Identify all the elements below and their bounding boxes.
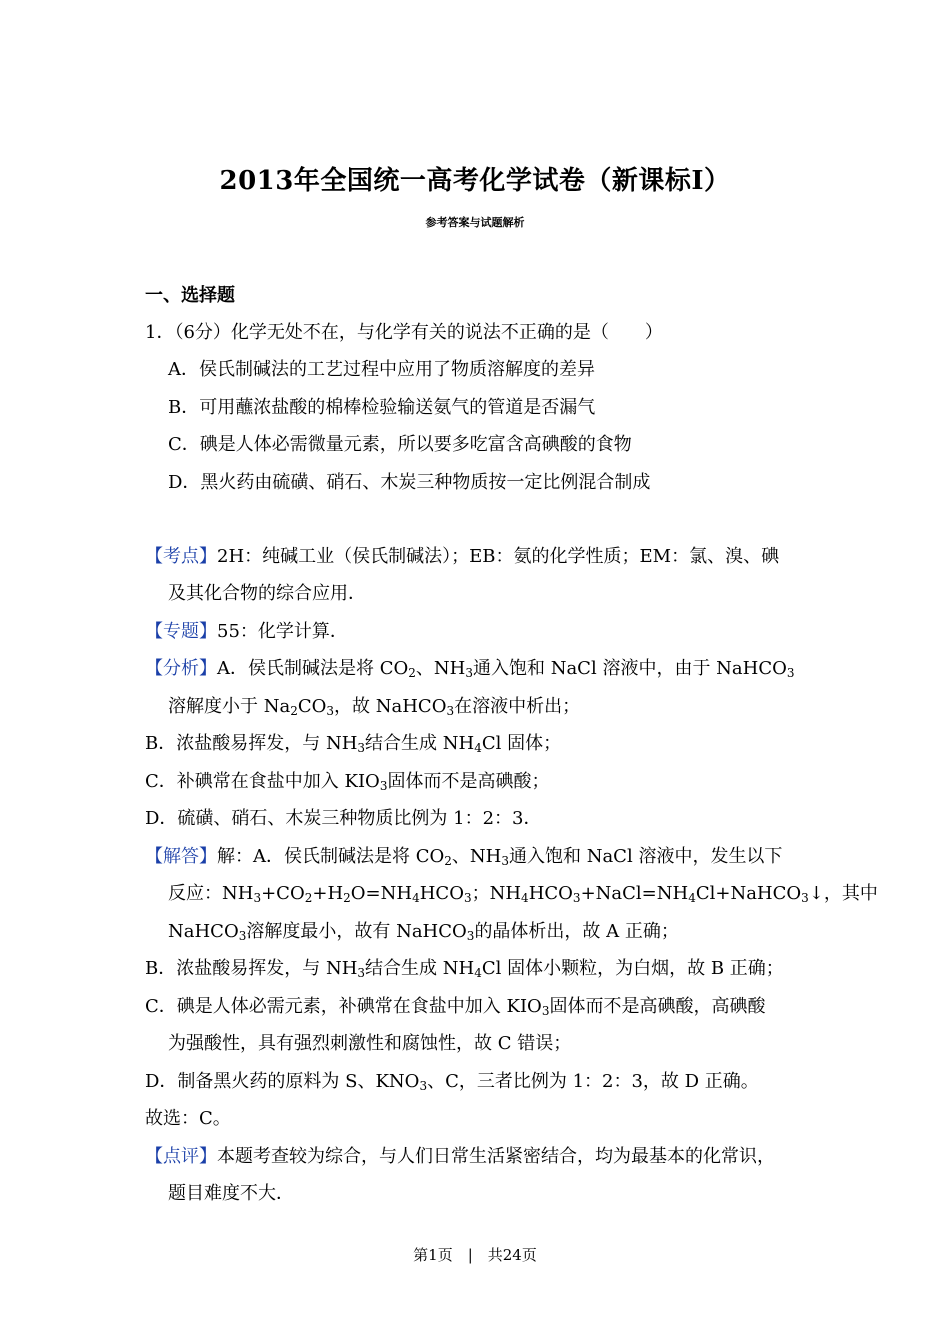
subscript: 3 xyxy=(465,666,473,680)
text-run: CO xyxy=(297,696,327,717)
subscript: 3 xyxy=(446,704,455,718)
text-run: 通入饱和 NaCl 溶液中，发生以下 xyxy=(508,846,783,867)
subscript: 2 xyxy=(444,854,452,868)
text-run: NaHCO xyxy=(168,921,239,942)
page-subtitle: 参考答案与试题解析 xyxy=(425,216,525,229)
text-run: +H xyxy=(312,883,344,904)
zhuanti-line xyxy=(145,620,348,644)
subscript: 2 xyxy=(408,666,416,680)
text-run: 本题考查较为综合，与人们日常生活紧密结合，均为最基本的化常识， xyxy=(217,1146,775,1167)
jieda-answer: 故选：C。 xyxy=(145,1108,231,1129)
text-run: O=NH xyxy=(350,883,413,904)
fenxi-line-1 xyxy=(145,657,795,681)
zhuanti-text: 55：化学计算． xyxy=(217,621,348,642)
subscript: 3 xyxy=(786,666,795,680)
option-b: B．可用蘸浓盐酸的棉棒检验输送氨气的管道是否漏气 xyxy=(168,397,596,418)
subscript: 3 xyxy=(326,704,335,718)
text-run: HCO xyxy=(528,883,573,904)
text-run: A．侯氏制碱法是将 CO xyxy=(217,658,409,679)
text-run: Cl+NaHCO xyxy=(695,883,802,904)
kaodian-line-2: 及其化合物的综合应用． xyxy=(168,583,366,604)
text-run: D．制备黑火药的原料为 S、KNO xyxy=(145,1071,420,1092)
jieda-line-3 xyxy=(168,920,679,944)
fenxi-tag: 【分析】 xyxy=(145,658,217,679)
subscript: 2 xyxy=(343,891,351,905)
page-title: 2013年全国统一高考化学试卷（新课标I） xyxy=(219,166,731,196)
text-run: 通入饱和 NaCl 溶液中，由于 NaHCO xyxy=(472,658,787,679)
subscript: 3 xyxy=(501,854,509,868)
fenxi-line-2 xyxy=(168,695,580,719)
text-run: +NaCl=NH xyxy=(580,883,689,904)
text-run: HCO xyxy=(419,883,464,904)
subscript: 2 xyxy=(304,891,313,905)
text-run: B．浓盐酸易挥发，与 NH xyxy=(145,733,358,754)
text-run: C．碘是人体必需元素，补碘常在食盐中加入 KIO xyxy=(145,996,542,1017)
text-run: Cl 固体； xyxy=(481,733,562,754)
dianping-line-1 xyxy=(145,1145,775,1169)
subscript: 4 xyxy=(521,891,529,905)
subscript: 3 xyxy=(357,966,366,980)
text-run: 、NH xyxy=(451,846,502,867)
subscript: 4 xyxy=(412,891,420,905)
zhuanti-tag: 【专题】 xyxy=(145,621,217,642)
text-run: 反应：NH xyxy=(168,883,254,904)
subscript: 4 xyxy=(474,966,482,980)
kaodian-text: 2H：纯碱工业（侯氏制碱法）；EB：氨的化学性质；EM：氯、溴、碘 xyxy=(217,546,780,567)
subscript: 3 xyxy=(541,1004,550,1018)
text-run: 解：A．侯氏制碱法是将 CO xyxy=(217,846,445,867)
text-run: 、NH xyxy=(415,658,466,679)
text-run: 固体而不是高碘酸； xyxy=(387,771,550,792)
kaodian-tag: 【考点】 xyxy=(145,546,217,567)
text-run: 溶解度最小，故有 NaHCO xyxy=(246,921,467,942)
subscript: 3 xyxy=(379,779,388,793)
subscript: 4 xyxy=(688,891,696,905)
text-run: 的晶体析出，故 A 正确； xyxy=(474,921,679,942)
subscript: 2 xyxy=(290,704,298,718)
section-heading: 一、选择题 xyxy=(145,285,235,306)
kaodian-line xyxy=(145,545,779,569)
fenxi-line-4 xyxy=(145,770,549,794)
jieda-line-6: 为强酸性，具有强烈刺激性和腐蚀性，故 C 错误； xyxy=(168,1033,572,1054)
subscript: 3 xyxy=(466,929,475,943)
text-run: +CO xyxy=(261,883,305,904)
option-d: D．黑火药由硫磺、硝石、木炭三种物质按一定比例混合制成 xyxy=(168,472,651,493)
text-run: B．浓盐酸易挥发，与 NH xyxy=(145,958,358,979)
text-run: 在溶液中析出； xyxy=(454,696,581,717)
text-run: 溶解度小于 Na xyxy=(168,696,291,717)
subscript: 3 xyxy=(253,891,262,905)
subscript: 3 xyxy=(419,1079,428,1093)
subscript: 3 xyxy=(801,891,809,905)
text-run: ↓，其中 xyxy=(808,883,878,904)
jieda-line-4 xyxy=(145,957,784,981)
text-run: C．补碘常在食盐中加入 KIO xyxy=(145,771,380,792)
subscript: 4 xyxy=(474,741,482,755)
option-a: A．侯氏制碱法的工艺过程中应用了物质溶解度的差异 xyxy=(168,359,595,380)
text-run: 、C，三者比例为 1：2：3，故 D 正确。 xyxy=(427,1071,759,1092)
jieda-line-7 xyxy=(145,1070,759,1094)
text-run: Cl 固体小颗粒，为白烟，故 B 正确； xyxy=(481,958,784,979)
dianping-tag: 【点评】 xyxy=(145,1146,217,1167)
subscript: 3 xyxy=(463,891,472,905)
text-run: ；NH xyxy=(471,883,522,904)
text-run: ，故 NaHCO xyxy=(334,696,447,717)
text-run: 结合生成 NH xyxy=(365,958,475,979)
subscript: 3 xyxy=(238,929,247,943)
text-run: 结合生成 NH xyxy=(365,733,475,754)
fenxi-line-5: D．硫磺、硝石、木炭三种物质比例为 1：2：3． xyxy=(145,808,542,829)
jieda-tag: 【解答】 xyxy=(145,846,217,867)
subscript: 3 xyxy=(357,741,366,755)
page-footer: 第1页 | 共24页 xyxy=(413,1246,537,1264)
fenxi-line-3 xyxy=(145,732,561,756)
option-c: C．碘是人体必需微量元素，所以要多吃富含高碘酸的食物 xyxy=(168,434,632,455)
text-run: 固体而不是高碘酸，高碘酸 xyxy=(549,996,766,1017)
jieda-line-2 xyxy=(168,882,878,906)
subscript: 3 xyxy=(572,891,581,905)
jieda-line-1 xyxy=(145,845,782,869)
dianping-line-2: 题目难度不大． xyxy=(168,1183,294,1204)
jieda-line-5 xyxy=(145,995,765,1019)
question-stem: 1．（6分）化学无处不在，与化学有关的说法不正确的是（ ） xyxy=(145,322,663,343)
